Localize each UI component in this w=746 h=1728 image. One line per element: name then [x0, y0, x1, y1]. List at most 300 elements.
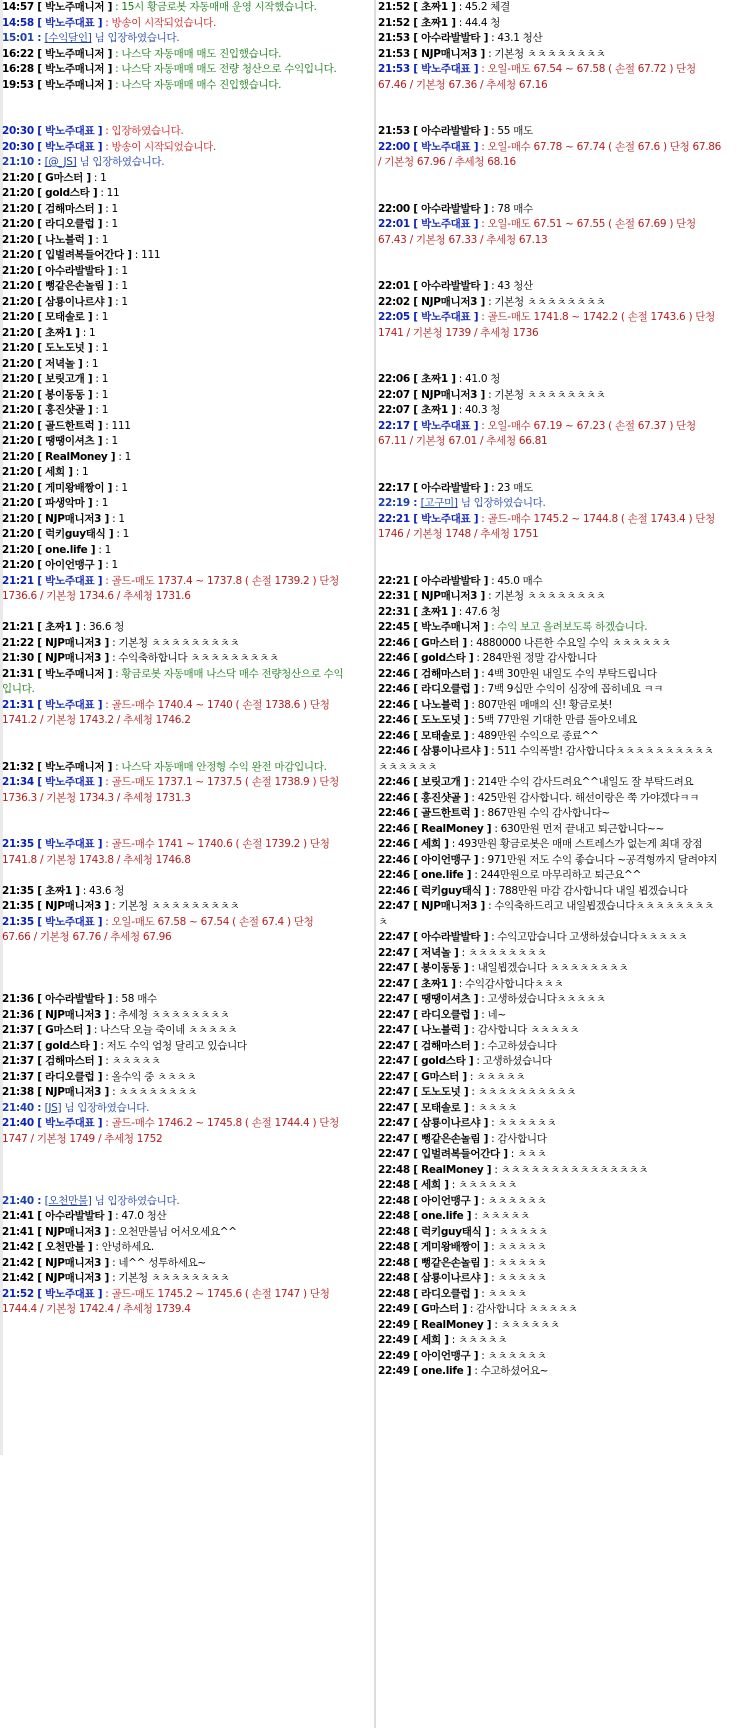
sender-name[interactable]: [ gold스타 ] [37, 187, 98, 199]
chat-message [376, 403, 722, 419]
chat-message [376, 1318, 722, 1334]
sender-name[interactable]: [ RealMoney ] [413, 1318, 492, 1331]
message-text: : 55 매도 [488, 125, 533, 137]
message-time: 22:46 [378, 698, 410, 711]
message-time: 21:37 [2, 1039, 34, 1052]
message-time: 22:46 [378, 667, 410, 680]
sender-name[interactable]: [ 아수라발발타 ] [413, 931, 489, 943]
chat-message [0, 1256, 344, 1272]
chat-message [0, 884, 344, 900]
message-time: 22:47 [378, 1070, 410, 1083]
sender-name[interactable]: [ 모태솔로 ] [413, 729, 469, 742]
chat-message [0, 1054, 344, 1070]
chat-message [0, 465, 344, 481]
sender-name[interactable]: [ 세희 ] [37, 466, 73, 478]
chat-message [0, 326, 344, 342]
chat-message [376, 884, 722, 900]
sender-name[interactable]: [ 박노주대표 ] [37, 140, 103, 153]
sender-name[interactable]: [ 박노주대표 ] [413, 512, 479, 525]
message-text: : 1 [109, 512, 125, 525]
message-text: : 기본청 ㅊㅊㅊㅊㅊㅊㅊㅊ [485, 388, 606, 401]
message-text: : 오일-매도 67.58 ~ 67.54 ( 손절 67.4 ) 단청 67.66 / 기본청 67.76 / 추세청 67.96 [2, 915, 314, 943]
sender-name[interactable]: [ 박노주대표 ] [413, 140, 479, 153]
chat-message [376, 853, 722, 869]
sender-name[interactable]: [ 땡땡이셔츠 ] [37, 435, 103, 447]
sender-name[interactable]: [ NJP매니저3 ] [37, 1225, 110, 1238]
message-time: 21:37 [2, 1055, 34, 1067]
sender-name[interactable]: [ 박노주대표 ] [37, 915, 103, 928]
chat-message [376, 388, 722, 404]
sender-name[interactable]: [ 오천만불 ] [37, 1241, 93, 1253]
message-text: : ㅊㅊㅊㅊㅊ [448, 1334, 508, 1346]
message-time: 22:00 [378, 140, 410, 153]
sender-name[interactable]: [ 럭키guy태식 ] [37, 528, 114, 540]
message-time: 21:20 [2, 357, 34, 370]
chat-message [0, 248, 344, 264]
sender-name[interactable]: [ 박노주매니저 ] [37, 760, 113, 773]
sender-name[interactable]: [ 땡땡이셔츠 ] [413, 993, 479, 1005]
sender-name[interactable]: [ 보릿고개 ] [413, 776, 469, 788]
sender-name[interactable]: [@_JS] [44, 156, 77, 168]
sender-name[interactable]: [ 게미왕배짱이 ] [37, 481, 113, 494]
chat-message [376, 295, 722, 311]
sender-name[interactable]: [ 뻥같은손놀림 ] [413, 1256, 489, 1269]
chat-message [0, 837, 344, 868]
message-time: 22:46 [378, 636, 410, 649]
message-text: : 284만원 정말 감사합니다 [473, 652, 597, 664]
message-time: 22:46 [378, 869, 410, 881]
sender-name[interactable]: [ 골드한트럭 ] [37, 419, 103, 432]
sender-name[interactable]: [ 뻥같은손놀림 ] [37, 280, 113, 292]
sender-name[interactable]: [ 삼룡이나르샤 ] [413, 1272, 489, 1284]
sender-name[interactable]: [ 검해마스터 ] [37, 202, 103, 215]
sender-name[interactable]: [ 삼룡이나르샤 ] [37, 295, 113, 308]
sender-name[interactable]: [ 아수라발발타 ] [37, 264, 113, 277]
sender-name[interactable]: [ NJP매니저3 ] [37, 636, 110, 649]
sender-name[interactable]: [ 아이언맹구 ] [413, 1194, 479, 1207]
message-text: : 40.3 청 [455, 404, 501, 416]
message-time: 22:46 [378, 791, 410, 804]
message-text: : 1 [102, 435, 118, 447]
time-separator: : [33, 1101, 45, 1114]
message-time: 22:48 [378, 1210, 410, 1222]
sender-name[interactable]: [JS] [44, 1101, 62, 1114]
message-time: 22:46 [378, 822, 410, 835]
sender-name[interactable]: [ 저녁놀 ] [37, 357, 83, 370]
message-time: 21:42 [2, 1241, 34, 1253]
message-text: : 511 수익폭발! 감사합니다ㅊㅊㅊㅊㅊㅊㅊㅊㅊㅊㅊㅊㅊㅊㅊㅊ [378, 745, 714, 773]
chat-message [0, 481, 344, 497]
message-time: 21:20 [2, 171, 34, 184]
message-text: : 45.2 체결 [455, 1, 510, 13]
sender-name[interactable]: [ 나노블럭 ] [37, 233, 93, 246]
sender-name[interactable]: [ 박노주대표 ] [413, 218, 479, 230]
sender-name[interactable]: [ 검해마스터 ] [37, 1055, 103, 1067]
sender-name[interactable]: [ 박노주매니저 ] [37, 1, 113, 13]
sender-name[interactable]: [ 박노주매니저 ] [37, 667, 113, 680]
message-time: 22:46 [378, 853, 410, 866]
message-time: 21:40 [2, 1101, 34, 1114]
message-text: : 1 [112, 264, 128, 277]
sender-name[interactable]: [ one.life ] [413, 869, 472, 881]
message-text: : ㅊㅊㅊㅊㅊ [471, 1210, 530, 1222]
message-time: 21:34 [2, 776, 34, 788]
sender-name[interactable]: [ 삼룡이나르샤 ] [413, 745, 489, 757]
message-time: 21:53 [378, 125, 410, 137]
message-time: 20:30 [2, 125, 34, 137]
message-time: 20:30 [2, 140, 34, 153]
sender-name[interactable]: [ 세희 ] [413, 1334, 449, 1346]
message-text: : ㅊㅊㅊㅊ [468, 1101, 518, 1114]
message-time: 22:21 [378, 512, 410, 525]
sender-name[interactable]: [ 초짜1 ] [413, 373, 456, 385]
chat-message [0, 419, 344, 435]
sender-name[interactable]: [ 라디오클럽 ] [413, 1008, 479, 1021]
chat-message [376, 946, 722, 962]
sender-name[interactable]: [ 박노주대표 ] [37, 574, 103, 587]
sender-name[interactable]: [ 초짜1 ] [413, 1, 456, 13]
sender-name[interactable]: [ 저녁놀 ] [413, 946, 459, 959]
message-time: 22:45 [378, 621, 410, 633]
sender-name[interactable]: [ one.life ] [413, 1365, 472, 1377]
sender-name[interactable]: [ 아수라발발타 ] [413, 280, 489, 292]
sender-name[interactable]: [ 박노주대표 ] [37, 776, 103, 788]
message-time: 22:46 [378, 683, 410, 695]
sender-name[interactable]: [ 아이언맹구 ] [413, 853, 479, 866]
chat-message [376, 124, 722, 140]
chat-message [376, 310, 722, 341]
message-time: 21:35 [2, 900, 34, 912]
sender-name[interactable]: [ 아수라발발타 ] [413, 32, 489, 44]
sender-name[interactable]: [ NJP매니저3 ] [413, 47, 486, 60]
message-text: : 111 [131, 249, 161, 261]
sender-name[interactable]: [ 박노주대표 ] [37, 1287, 103, 1300]
sender-name[interactable]: [ NJP매니저3 ] [413, 388, 486, 401]
chat-message [0, 264, 344, 280]
sender-name[interactable]: [오천만불] [44, 1194, 92, 1207]
sender-name[interactable]: [ one.life ] [37, 543, 96, 556]
chat-message [376, 1008, 722, 1024]
sender-name[interactable]: [ 나노블럭 ] [413, 1024, 469, 1036]
message-text: : 78 매수 [488, 202, 533, 215]
chat-spacer [376, 341, 722, 357]
sender-name[interactable]: [ 초짜1 ] [37, 884, 80, 897]
sender-name[interactable]: [ 보릿고개 ] [37, 373, 93, 385]
sender-name[interactable]: [고구미] [420, 497, 458, 509]
sender-name[interactable]: [ 입벌려복들어간다 ] [413, 1148, 508, 1160]
message-text: : 1 [92, 342, 109, 354]
message-text: : 1 [92, 388, 109, 401]
chat-message [0, 698, 344, 729]
chat-spacer [376, 357, 722, 373]
sender-name[interactable]: [ 삼룡이나르샤 ] [413, 1117, 489, 1129]
message-text: : ㅊㅊㅊㅊㅊㅊㅊㅊ [109, 1086, 198, 1098]
message-time: 21:20 [2, 435, 34, 447]
message-time: 22:47 [378, 931, 410, 943]
message-time: 22:47 [378, 900, 410, 912]
chat-spacer [0, 946, 344, 962]
sender-name[interactable]: [ 박노주대표 ] [413, 63, 479, 75]
chat-message [0, 124, 344, 140]
sender-name[interactable]: [ 박노주매니저 ] [37, 63, 113, 75]
sender-name[interactable]: [ 박노주대표 ] [37, 16, 103, 29]
sender-name[interactable]: [ G마스터 ] [413, 1070, 467, 1083]
message-time: 21:20 [2, 373, 34, 385]
chat-spacer [376, 558, 722, 574]
sender-name[interactable]: [ 도노도넛 ] [37, 342, 93, 354]
sender-name[interactable]: [ gold스타 ] [37, 1039, 98, 1052]
sender-name[interactable]: [ 나노블럭 ] [413, 698, 469, 711]
message-time: 22:17 [378, 419, 410, 432]
sender-name[interactable]: [ 모태솔로 ] [37, 311, 93, 323]
message-time: 21:20 [2, 264, 34, 277]
message-text: : 1 [102, 202, 118, 215]
sender-name[interactable]: [ 박노주대표 ] [37, 698, 103, 711]
message-text: : 기본청 ㅊㅊㅊㅊㅊㅊㅊㅊㅊ [109, 900, 240, 912]
message-text: : 4880000 나른한 수요일 수익 ㅊㅊㅊㅊㅊㅊ [466, 636, 671, 649]
chat-message [376, 961, 722, 977]
chat-message [376, 651, 722, 667]
sender-name[interactable]: [ gold스타 ] [413, 652, 474, 664]
message-text: : ㅊㅊㅊ [507, 1148, 547, 1160]
message-text: : 867만원 수익 감사합니다~ [478, 807, 610, 819]
message-text: : 오천만불님 어서오세요^^ [109, 1225, 237, 1238]
sender-name[interactable]: [ 박노주대표 ] [37, 125, 103, 137]
chat-message [0, 78, 344, 94]
chat-spacer [376, 465, 722, 481]
message-time: 22:47 [378, 1132, 410, 1145]
message-text: : ㅊㅊㅊㅊ [478, 1287, 527, 1300]
message-time: 22:48 [378, 1163, 410, 1176]
sender-name[interactable]: [ 라디오클럽 ] [37, 1070, 103, 1083]
chat-spacer [0, 93, 344, 109]
chat-spacer [0, 868, 344, 884]
chat-message [0, 310, 344, 326]
sender-name[interactable]: [ RealMoney ] [413, 1163, 492, 1176]
sender-name[interactable]: [ 세희 ] [413, 1179, 449, 1191]
message-time: 22:46 [378, 838, 410, 850]
sender-name[interactable]: [ one.life ] [413, 1210, 472, 1222]
sender-name[interactable]: [ 봉이동동 ] [413, 962, 469, 974]
message-time: 21:20 [2, 528, 34, 540]
sender-name[interactable]: [ NJP매니저3 ] [37, 1008, 110, 1021]
message-text: : 1 [92, 404, 109, 416]
sender-name[interactable]: [ 도노도넛 ] [413, 1086, 469, 1098]
sender-name[interactable]: [ 골드한트럭 ] [413, 807, 479, 819]
message-text: : 골드-매도 1741.8 ~ 1742.2 ( 손절 1743.6 ) 단청 1741 / 기본청 1739 / 추세청 1736 [378, 311, 715, 339]
message-time: 22:47 [378, 1148, 410, 1160]
chat-message [0, 47, 344, 63]
sender-name[interactable]: [ 초짜1 ] [413, 605, 456, 618]
message-text: : 971만원 저도 수익 좋습니다 ~공격형까지 달려야지 [478, 853, 718, 866]
sender-name[interactable]: [ 박노주대표 ] [37, 838, 103, 850]
message-time: 22:01 [378, 218, 410, 230]
chat-message [376, 62, 722, 93]
sender-name[interactable]: [ 초짜1 ] [37, 621, 80, 633]
sender-name[interactable]: [ 라디오클럽 ] [413, 683, 479, 695]
sender-name[interactable]: [ G마스터 ] [37, 1024, 91, 1036]
chat-message [376, 1039, 722, 1055]
message-text: : 1 [92, 233, 109, 246]
sender-name[interactable]: [ 아이언맹구 ] [413, 1349, 479, 1362]
sender-name[interactable]: [ 아이언맹구 ] [37, 559, 103, 571]
message-text: : 골드-매수 1746.2 ~ 1745.8 ( 손절 1744.4 ) 단청 1747 / 기본청 1749 / 추세청 1752 [2, 1117, 339, 1145]
message-time: 22:02 [378, 295, 410, 308]
message-text: : ㅊㅊㅊㅊㅊㅊ [491, 1318, 560, 1331]
sender-name[interactable]: [ NJP매니저3 ] [37, 512, 110, 525]
message-time: 22:05 [378, 311, 410, 323]
sender-name[interactable]: [ 입벌려복들어간다 ] [37, 249, 132, 261]
sender-name[interactable]: [ 박노주매니저 ] [413, 621, 489, 633]
chat-message [376, 202, 722, 218]
message-text: : 1 [113, 528, 130, 540]
message-text: : ㅊㅊㅊㅊㅊ [488, 1272, 547, 1284]
chat-message [0, 202, 344, 218]
sender-name[interactable]: [ 초짜1 ] [413, 977, 456, 990]
sender-name[interactable]: [ G마스터 ] [413, 1303, 467, 1315]
chat-message [0, 899, 344, 915]
chat-message [0, 1240, 344, 1256]
chat-message [376, 589, 722, 605]
message-text: : 23 매도 [488, 481, 533, 494]
message-text: : 올수익 중 ㅊㅊㅊㅊ [102, 1070, 197, 1083]
sender-name[interactable]: [ 아수라발발타 ] [413, 125, 489, 137]
sender-name[interactable]: [ gold스타 ] [413, 1055, 474, 1067]
sender-name[interactable]: [ NJP매니저3 ] [37, 900, 110, 912]
sender-name[interactable]: [ RealMoney ] [37, 450, 116, 463]
chat-message [0, 217, 344, 233]
sender-name[interactable]: [ 아수라발발타 ] [37, 1210, 113, 1222]
sender-name[interactable]: [ 아수라발발타 ] [413, 481, 489, 494]
sender-name[interactable]: [ 초짜1 ] [413, 404, 456, 416]
sender-name[interactable]: [ 박노주매니저 ] [37, 47, 113, 60]
sender-name[interactable]: [ NJP매니저3 ] [413, 590, 486, 602]
sender-name[interactable]: [ 박노주대표 ] [37, 1117, 103, 1129]
chat-spacer [0, 605, 344, 621]
message-time: 14:58 [2, 16, 34, 29]
chat-message [376, 1240, 722, 1256]
message-text: : 수고하셨습니다 [478, 1039, 557, 1052]
message-time: 22:31 [378, 605, 410, 618]
chat-message [376, 512, 722, 543]
chat-spacer [0, 1178, 344, 1194]
message-text: : 1 [102, 218, 118, 230]
sender-name[interactable]: [ 라디오클럽 ] [37, 218, 103, 230]
message-text: : 오일-매도 67.51 ~ 67.55 ( 손절 67.69 ) 단청 67.43 / 기본청 67.33 / 추세청 67.13 [378, 218, 696, 246]
sender-name[interactable]: [ 박노주매니저 ] [37, 78, 113, 91]
message-time: 22:07 [378, 388, 410, 401]
sender-name[interactable]: [ 검해마스터 ] [413, 1039, 479, 1052]
sender-name[interactable]: [ 아수라발발타 ] [413, 202, 489, 215]
sender-name[interactable]: [ NJP매니저3 ] [37, 1256, 110, 1269]
chat-message [0, 620, 344, 636]
chat-message [0, 512, 344, 528]
sender-name[interactable]: [ 세희 ] [413, 838, 449, 850]
sender-name[interactable]: [ 박노주대표 ] [413, 311, 479, 323]
sender-name[interactable]: [ G마스터 ] [413, 636, 467, 649]
message-text: : 골드-매수 1740.4 ~ 1740 ( 손절 1738.6 ) 단청 1741.2 / 기본청 1743.2 / 추세청 1746.2 [2, 698, 330, 726]
message-time: 22:47 [378, 1055, 410, 1067]
message-text: : 고생하셨습니다 [473, 1055, 552, 1067]
chat-message [0, 1116, 344, 1147]
sender-name[interactable]: [ NJP매니저3 ] [37, 652, 110, 664]
sender-name[interactable]: [ 박노주대표 ] [413, 419, 479, 432]
sender-name[interactable]: [ 봉이동동 ] [37, 388, 93, 401]
message-text: : 수익감사합니다ㅊㅊㅊ [455, 977, 564, 990]
message-time: 22:46 [378, 729, 410, 742]
message-text: : 244만원으로 마무리하고 퇴근요^^ [471, 869, 641, 881]
sender-name[interactable]: [ 초짜1 ] [37, 326, 80, 339]
message-time: 22:48 [378, 1225, 410, 1238]
chat-message [376, 682, 722, 698]
sender-name[interactable]: [ 뻥같은손놀림 ] [413, 1132, 489, 1145]
chat-message [376, 279, 722, 295]
sender-name[interactable]: [ 럭키guy태식 ] [413, 1225, 490, 1238]
message-text: : ㅊㅊㅊㅊㅊㅊ [448, 1179, 518, 1191]
message-text: : 네^^ 성투하세요~ [109, 1256, 206, 1269]
message-text: : 추세청 ㅊㅊㅊㅊㅊㅊㅊㅊ [109, 1008, 230, 1021]
message-time: 21:20 [2, 295, 34, 308]
sender-name[interactable]: [수익달인] [44, 32, 92, 44]
chat-message [376, 1225, 722, 1241]
chat-spacer [376, 450, 722, 466]
message-time: 21:22 [2, 636, 34, 649]
sender-name[interactable]: [ NJP매니저3 ] [413, 900, 486, 912]
chat-message [376, 1101, 722, 1117]
sender-name[interactable]: [ RealMoney ] [413, 822, 492, 835]
sender-name[interactable]: [ 모태솔로 ] [413, 1101, 469, 1114]
chat-message [376, 1302, 722, 1318]
sender-name[interactable]: [ NJP매니저3 ] [37, 1272, 110, 1284]
message-text: : 내일뵙겠습니다 ㅊㅊㅊㅊㅊㅊㅊㅊ [468, 962, 629, 974]
chat-message [376, 1333, 722, 1349]
sender-name[interactable]: [ 아수라발발타 ] [413, 574, 489, 587]
chat-message [376, 419, 722, 450]
message-text: : 41.0 청 [455, 373, 501, 385]
sender-name[interactable]: [ G마스터 ] [37, 171, 91, 184]
sender-name[interactable]: [ 파생악마 ] [37, 497, 93, 509]
chat-message [0, 1287, 344, 1318]
sender-name[interactable]: [ 아수라발발타 ] [37, 993, 113, 1005]
sender-name[interactable]: [ 라디오클럽 ] [413, 1287, 479, 1300]
message-text: : 기본청 ㅊㅊㅊㅊㅊㅊㅊㅊ [109, 1272, 230, 1284]
message-text: : 43.1 청산 [488, 32, 543, 44]
message-text: : 기본청 ㅊㅊㅊㅊㅊㅊㅊㅊㅊ [109, 636, 240, 649]
message-text: : 네~ [478, 1008, 506, 1021]
sender-name[interactable]: [ NJP매니저3 ] [37, 1086, 110, 1098]
message-text: : ㅊㅊㅊㅊㅊ [488, 1256, 547, 1269]
message-time: 21:31 [2, 698, 34, 711]
sender-name[interactable]: [ 도노도넛 ] [413, 714, 469, 726]
sender-name[interactable]: [ 럭키guy태식 ] [413, 884, 490, 897]
message-time: 21:20 [2, 388, 34, 401]
sender-name[interactable]: [ 검해마스터 ] [413, 667, 479, 680]
message-text: : 방송이 시작되었습니다. [102, 140, 217, 153]
message-text: : ㅊㅊㅊㅊㅊㅊ [478, 1194, 547, 1207]
message-text: : 7백 9십만 수익이 심장에 꼽히네요 ㅋㅋ [478, 683, 664, 695]
sender-name[interactable]: [ 홍진샷골 ] [413, 791, 469, 804]
message-text: : 방송이 시작되었습니다. [102, 16, 217, 29]
message-text: : 1 [92, 497, 109, 509]
message-time: 22:49 [378, 1318, 410, 1331]
sender-name[interactable]: [ NJP매니저3 ] [413, 295, 486, 308]
sender-name[interactable]: [ 게미왕배짱이 ] [413, 1241, 489, 1253]
sender-name[interactable]: [ 홍진샷골 ] [37, 404, 93, 416]
sender-name[interactable]: [ 초짜1 ] [413, 16, 456, 29]
chat-message [376, 47, 722, 63]
message-time: 22:47 [378, 993, 410, 1005]
chat-message [376, 822, 722, 838]
